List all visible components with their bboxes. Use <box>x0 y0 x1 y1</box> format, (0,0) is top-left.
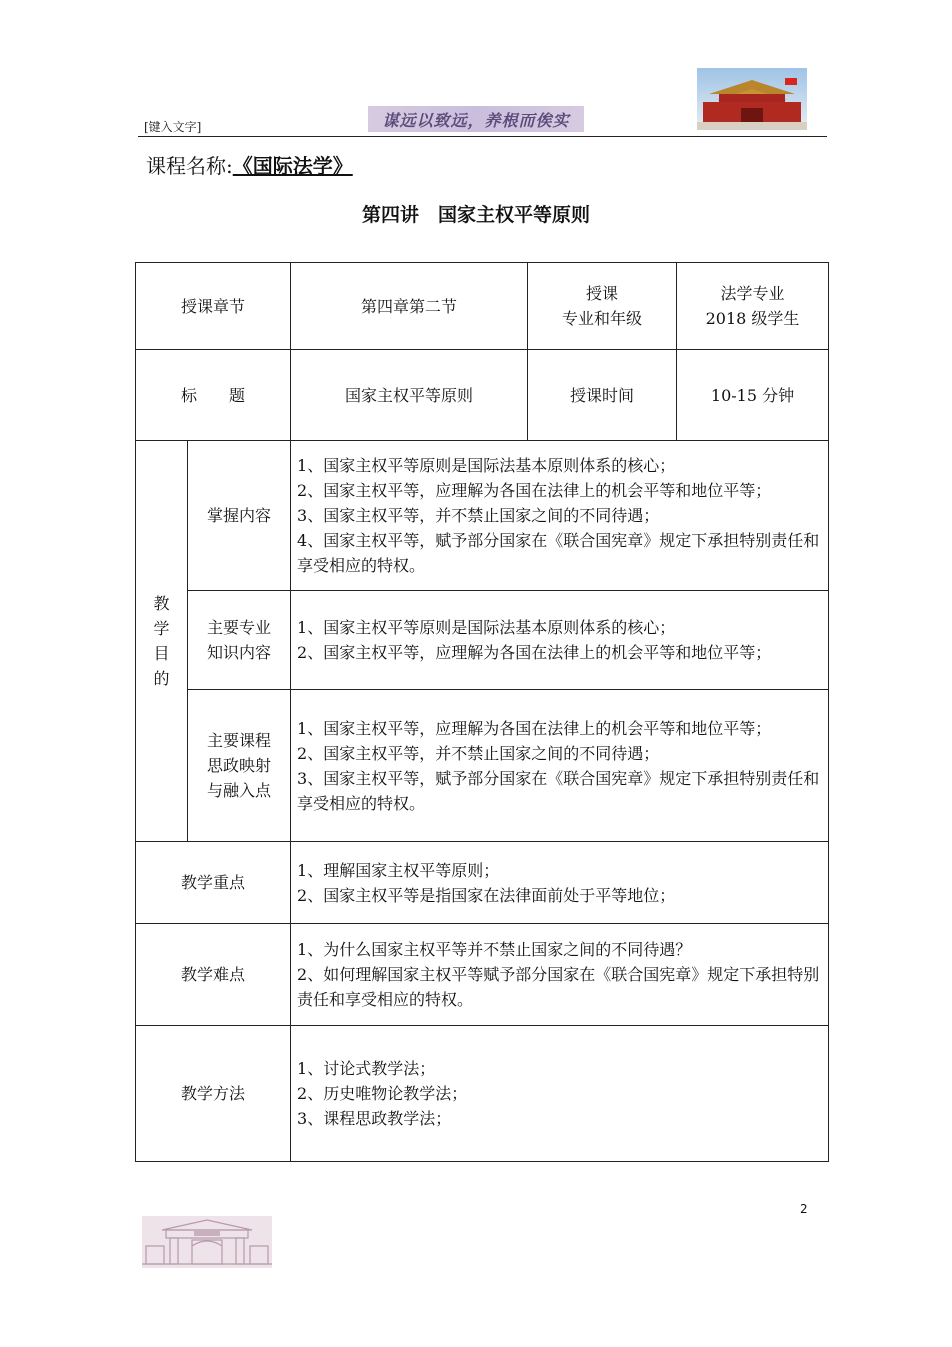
list-item: 3、国家主权平等，赋予部分国家在《联合国宪章》规定下承担特别责任和享受相应的特权。 <box>297 768 820 813</box>
table-row <box>136 591 829 690</box>
list-item: 1、国家主权平等原则是国际法基本原则体系的核心； <box>297 456 676 475</box>
list-item: 4、国家主权平等，赋予部分国家在《联合国宪章》规定下承担特别责任和享受相应的特权。 <box>297 531 820 575</box>
list-item: 1、理解国家主权平等原则； <box>297 860 500 880</box>
difficulties-label: 教学难点 <box>136 924 291 1026</box>
master-content-list <box>291 441 829 591</box>
list-item: 3、课程思政教学法； <box>297 1109 452 1128</box>
objective-label: 教 学 目 的 <box>136 441 188 842</box>
page-number: 2 <box>800 1202 808 1216</box>
list-item: 2、历史唯物论教学法； <box>297 1084 468 1103</box>
list-item: 3、国家主权平等，并不禁止国家之间的不同待遇； <box>297 506 660 525</box>
header-placeholder-text: [键入文字] <box>144 120 202 134</box>
table-row <box>136 263 829 350</box>
time-label: 授课时间 <box>528 350 677 441</box>
university-gate-image <box>142 1216 272 1268</box>
master-content-label: 掌握内容 <box>188 441 291 591</box>
methods-label: 教学方法 <box>136 1026 291 1162</box>
table-row <box>136 924 829 1026</box>
course-name-label: 课程名称: <box>146 154 233 178</box>
list-item: 1、国家主权平等原则是国际法基本原则体系的核心； <box>297 618 676 637</box>
lecture-title: 第四讲 国家主权平等原则 <box>361 204 590 226</box>
table-row <box>136 690 829 842</box>
title-value: 国家主权平等原则 <box>291 350 528 441</box>
table-row <box>136 441 829 591</box>
lesson-plan-table <box>135 262 829 1162</box>
key-points-label: 教学重点 <box>136 842 291 924</box>
course-name-line <box>146 150 367 179</box>
chapter-label: 授课章节 <box>136 263 291 350</box>
list-item: 2、国家主权平等，应理解为各国在法律上的机会平等和地位平等； <box>297 643 772 662</box>
table-row <box>136 1026 829 1162</box>
tiananmen-image <box>697 68 807 130</box>
header-rule <box>138 136 827 137</box>
knowledge-content-list <box>291 591 829 690</box>
major-grade-value: 法学专业 2018 级学生 <box>677 263 829 350</box>
chapter-value: 第四章第二节 <box>291 263 528 350</box>
time-value: 10-15 分钟 <box>677 350 829 441</box>
table-row <box>136 842 829 924</box>
list-item: 2、如何理解国家主权平等赋予部分国家在《联合国宪章》规定下承担特别责任和享受相应的特权。 <box>297 965 820 1009</box>
tiananmen-illustration <box>697 68 807 130</box>
list-item: 2、国家主权平等，并不禁止国家之间的不同待遇； <box>297 743 660 763</box>
course-name: 《国际法学》 <box>232 154 353 178</box>
list-item: 1、为什么国家主权平等并不禁止国家之间的不同待遇？ <box>297 940 692 959</box>
methods-list <box>291 1026 829 1162</box>
table-row <box>136 350 829 441</box>
key-points-list <box>291 842 829 924</box>
university-gate-illustration <box>142 1216 272 1268</box>
list-item: 2、国家主权平等是指国家在法律面前处于平等地位； <box>297 885 676 905</box>
header-motto-banner: 谋远以致远，养根而俟实 <box>368 106 584 132</box>
difficulties-list <box>291 924 829 1026</box>
major-grade-label: 授课 专业和年级 <box>528 263 677 350</box>
knowledge-content-label: 主要专业 知识内容 <box>188 591 291 690</box>
list-item: 1、讨论式教学法； <box>297 1059 436 1078</box>
list-item: 2、国家主权平等，应理解为各国在法律上的机会平等和地位平等； <box>297 481 772 500</box>
title-label: 标 题 <box>136 350 291 441</box>
ideology-list <box>291 690 829 842</box>
ideology-label: 主要课程 思政映射 与融入点 <box>188 690 291 842</box>
list-item: 1、国家主权平等，应理解为各国在法律上的机会平等和地位平等； <box>297 718 772 738</box>
